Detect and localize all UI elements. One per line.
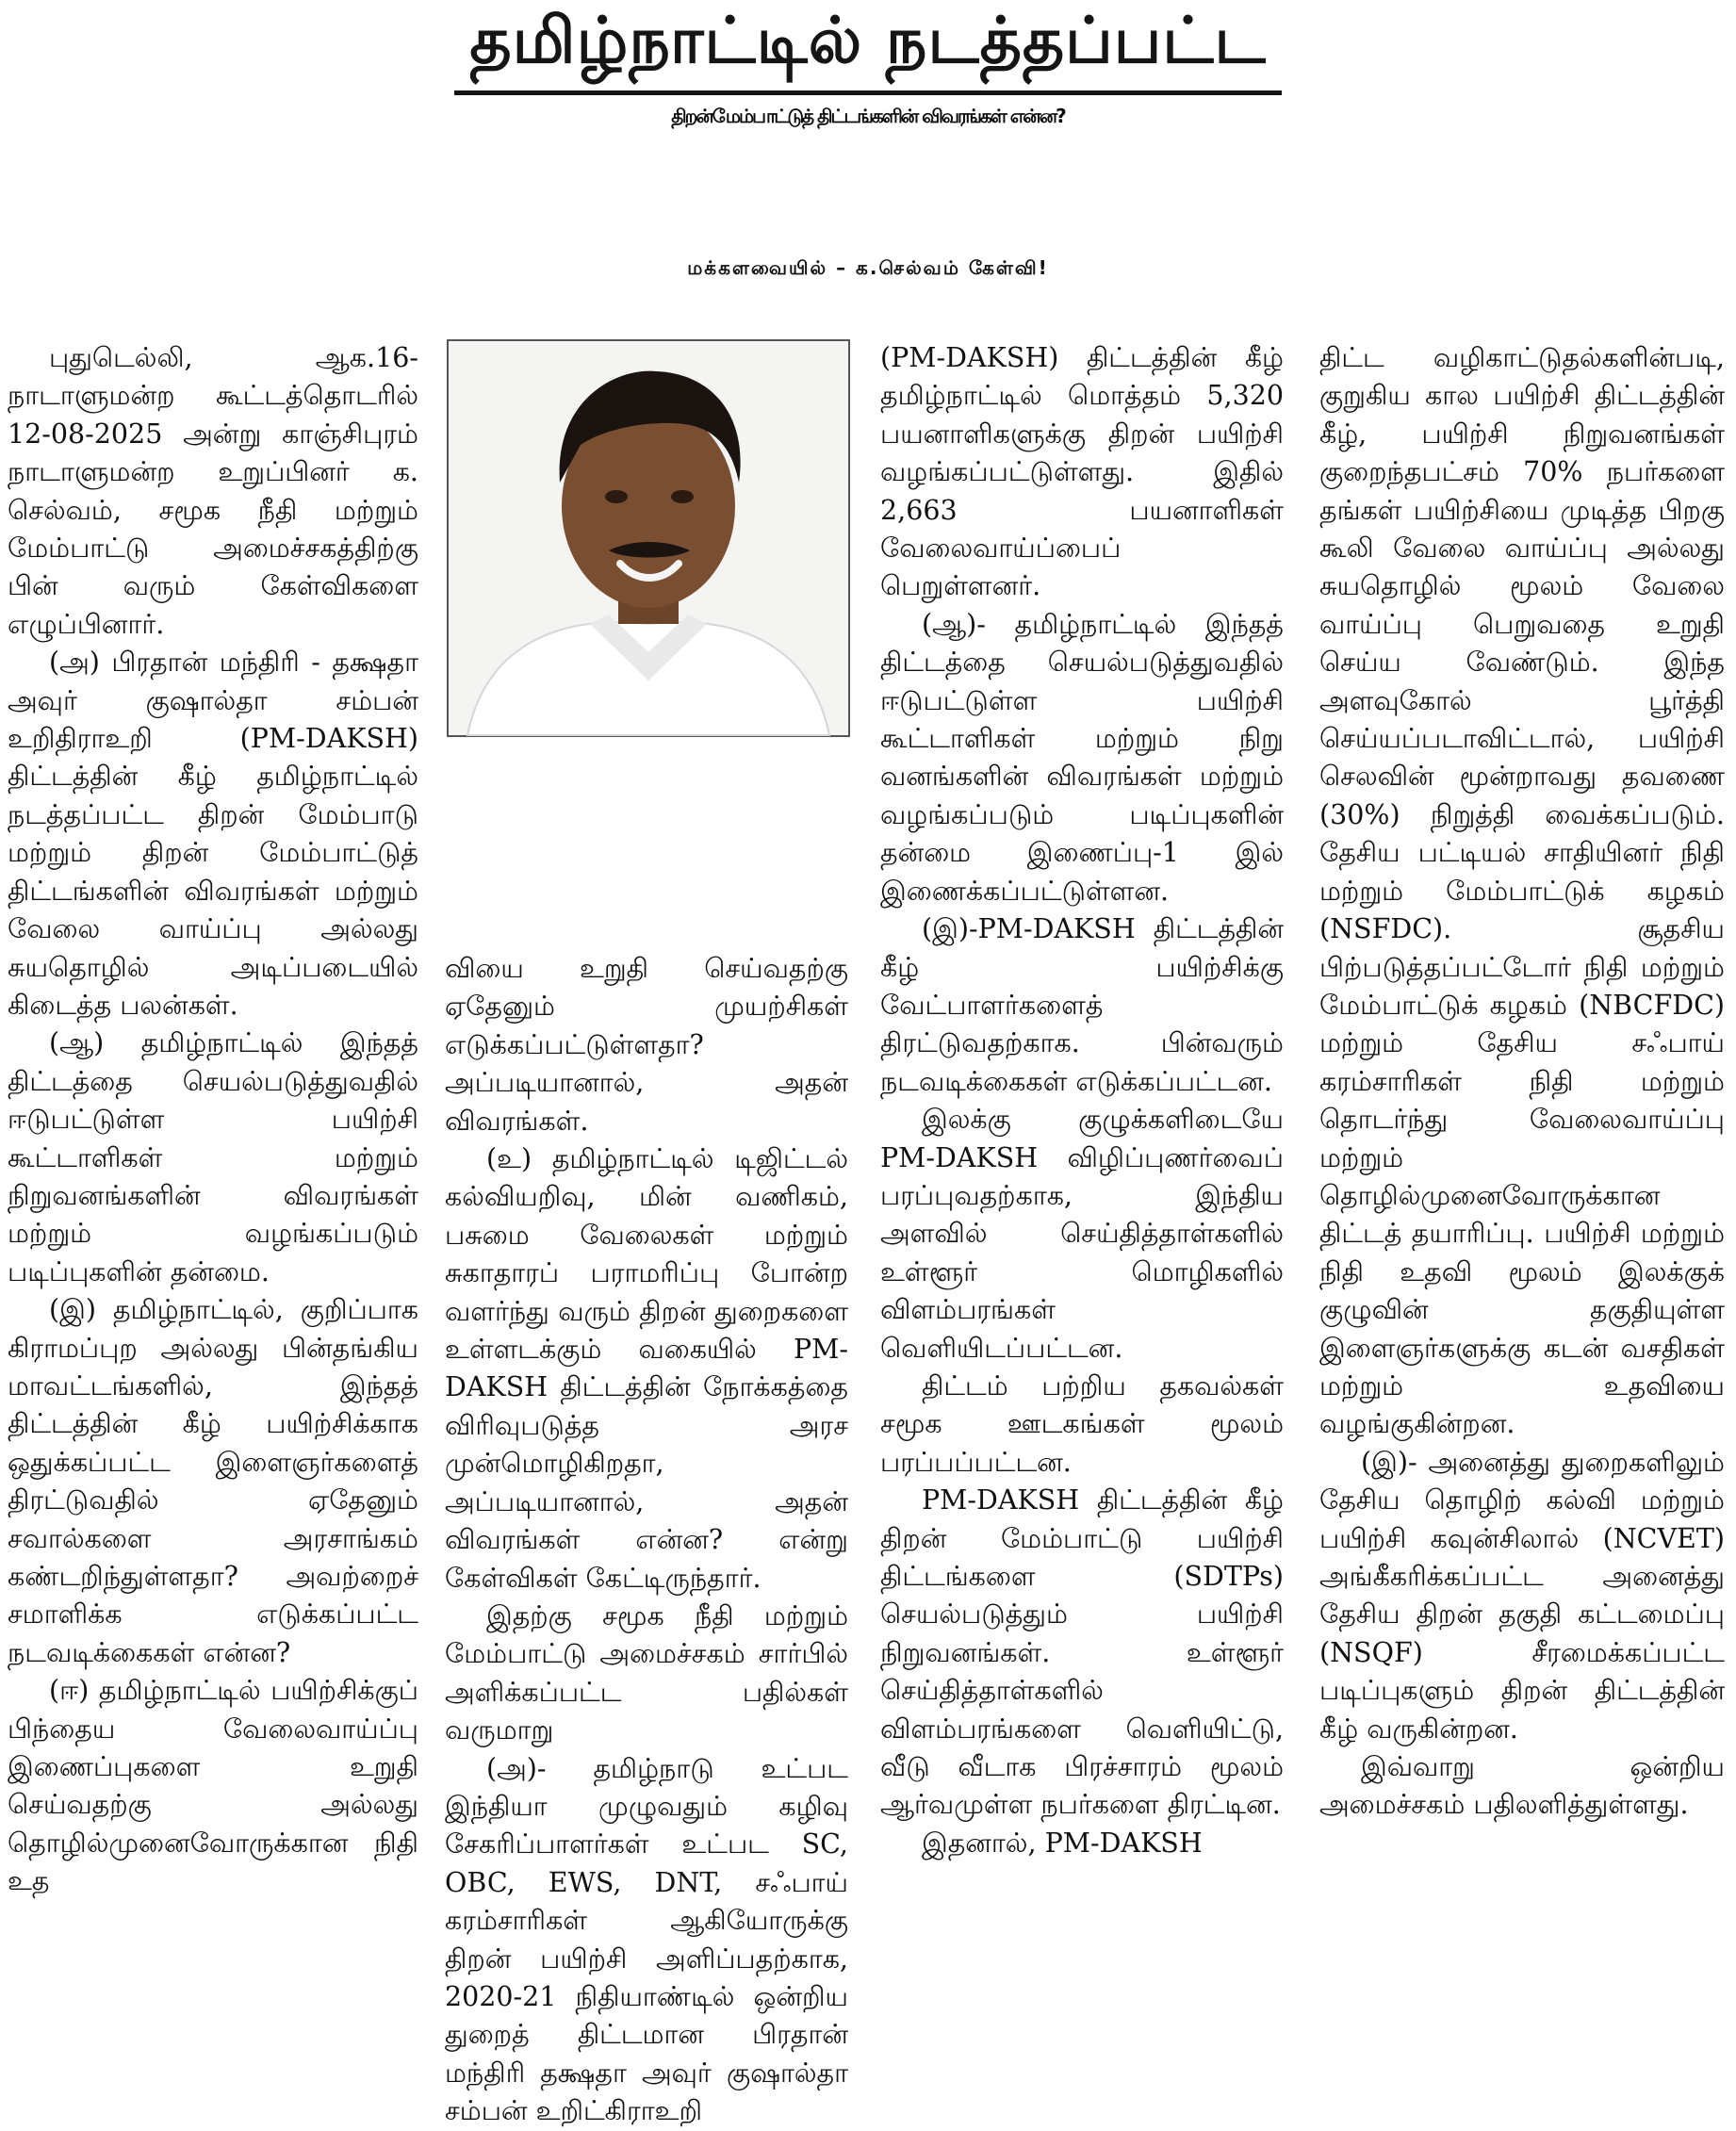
article-column-4 (1319, 339, 1725, 2106)
paragraph: இதனால், PM-DAKSH (922, 1827, 1203, 1859)
kicker-headline: தமிழ்நாட்டில் நடத்தப்பட்ட (454, 4, 1281, 95)
portrait-photo (447, 339, 850, 737)
article-column-3 (880, 339, 1284, 2106)
kicker-headline-wrap (0, 4, 1736, 95)
paragraph: (PM-DAKSH) திட்டத்தின் கீழ் தமிழ்நாட்டில் மொத்தம் 5,320 பயனாளிகளுக்கு திறன் பயிற்சி வழங்கப்பட்டுள்ளது. இதில் 2,663 பயனாளிகள் வேலைவாய்ப்பைப் பெறுள்ளனர். (880, 342, 1284, 602)
main-headline: திறன்மேம்பாட்டுத் திட்டங்களின் விவரங்கள் என்ன? (671, 105, 1065, 127)
paragraph: (ஆ)- தமிழ்நாட்டில் இந்தத் திட்டத்தை செயல்படுத்துவதில் ஈடுபட்டுள்ள பயிற்சி கூட்டாளிகள் மற்றும் நிறு வனங்களின் விவரங்கள் மற்றும் வழங்கப்படும் படிப்புகளின் தன்மை இணைப்பு-1 இல் இணைக்கப்பட்டுள்ளன. (880, 608, 1284, 907)
article-column-2 (445, 950, 848, 2127)
paragraph: திட்ட வழிகாட்டுதல்களின்படி, குறுகிய கால பயிற்சி திட்டத்தின் கீழ், பயிற்சி நிறுவனங்கள் குறைந்தபட்சம் 70% நபர்களை தங்கள் பயிற்சியை முடித்த பிறகு கூலி வேலை வாய்ப்பு அல்லது சுயதொழில் மூலம் வேலை வாய்ப்பு பெறுவதை உறுதி செய்ய வேண்டும். இந்த அளவுகோல் பூர்த்தி செய்யப்படாவிட்டால், பயிற்சி செலவின் மூன்றாவது தவணை (30%) நிறுத்தி வைக்கப்படும். தேசிய பட்டியல் சாதியினர் நிதி மற்றும் மேம்பாட்டுக் கழகம் (NSFDC). சூதசிய பிற்படுத்தப்பட்டோர் நிதி மற்றும் மேம்பாட்டுக் கழகம் (NBCFDC) மற்றும் தேசிய சஃபாய் கரம்சாரிகள் நிதி மற்றும் தொடர்ந்து வேலைவாய்ப்பு மற்றும் தொழில்முனைவோருக்கான திட்டத் தயாரிப்பு. பயிற்சி மற்றும் நிதி உதவி மூலம் இலக்குக் குழுவின் தகுதியுள்ள இளைஞர்களுக்கு கடன் வசதிகள் மற்றும் உதவியை வழங்குகின்றன. (1319, 342, 1725, 1440)
paragraph: (அ) பிரதான் மந்திரி - தக்ஷதா அவுர் குஷால்தா சம்பன் உறிதிராஉறி (PM-DAKSH) திட்டத்தின் கீழ் தமிழ்நாட்டில் நடத்தப்பட்ட திறன் மேம்பாடு மற்றும் திறன் மேம்பாட்டுத் திட்டங்களின் விவரங்கள் மற்றும் வேலை வாய்ப்பு அல்லது சுயதொழில் அடிப்படையில் கிடைத்த பலன்கள். (8, 647, 418, 1021)
paragraph: (இ) தமிழ்நாட்டில், குறிப்பாக கிராமப்புற அல்லது பின்தங்கிய மாவட்டங்களில், இந்தத் திட்டத்தின் கீழ் பயிற்சிக்காக ஒதுக்கப்பட்ட இளைஞர்களைத் திரட்டுவதில் ஏதேனும் சவால்களை அரசாங்கம் கண்டறிந்துள்ளதா? அவற்றைச் சமாளிக்க எடுக்கப்பட்ட நடவடிக்கைகள் என்ன? (8, 1294, 418, 1668)
paragraph: (அ)- தமிழ்நாடு உட்பட இந்தியா முழுவதும் கழிவு சேகரிப்பாளர்கள் உட்பட SC, OBC, EWS, DNT, சஃபாய் கரம்சாரிகள் ஆகியோருக்கு திறன் பயிற்சி அளிப்பதற்காக, 2020-21 நிதியாண்டில் ஒன்றிய துறைத் திட்டமான பிரதான் மந்திரி தக்ஷதா அவுர் குஷால்தா சம்பன் உறிட்கிராஉறி (445, 1752, 848, 2127)
person-portrait-icon (449, 341, 848, 735)
paragraph: இவ்வாறு ஒன்றிய அமைச்சகம் பதிலளித்துள்ளது. (1319, 1751, 1725, 1821)
paragraph: இலக்கு குழுக்களிடையே PM-DAKSH விழிப்புணர்வைப் பரப்புவதற்காக, இந்திய அளவில் செய்தித்தாள்களில் உள்ளூர் மொழிகளில் விளம்பரங்கள் வெளியிடப்பட்டன. (880, 1104, 1284, 1364)
paragraph: PM-DAKSH திட்டத்தின் கீழ் திறன் மேம்பாட்டு பயிற்சி திட்டங்களை (SDTPs) செயல்படுத்தும் பயிற்சி நிறுவனங்கள். உள்ளூர் செய்தித்தாள்களில் விளம்பரங்களை வெளியிட்டு, வீடு வீடாக பிரச்சாரம் மூலம் ஆர்வமுள்ள நபர்களை திரட்டின. (880, 1484, 1284, 1821)
paragraph: (இ)- அனைத்து துறைகளிலும் தேசிய தொழிற் கல்வி மற்றும் பயிற்சி கவுன்சிலால் (NCVET) அங்கீகரிக்கப்பட்ட அனைத்து தேசிய திறன் தகுதி கட்டமைப்பு (NSQF) சீரமைக்கப்பட்ட படிப்புகளும் திறன் திட்டத்தின் கீழ் வருகின்றன. (1319, 1446, 1725, 1745)
paragraph: புதுடெல்லி, ஆக.16- நாடாளுமன்ற கூட்டத்தொடரில் 12-08-2025 அன்று காஞ்சிபுரம் நாடாளுமன்ற உறுப்பினர் க. செல்வம், சமூக நீதி மற்றும் மேம்பாட்டு அமைச்சகத்திற்கு பின் வரும் கேள்விகளை எழுப்பினார். (8, 342, 418, 640)
paragraph: (உ) தமிழ்நாட்டில் டிஜிட்டல் கல்வியறிவு, மின் வணிகம், பசுமை வேலைகள் மற்றும் சுகாதாரப் பராமரிப்பு போன்ற வளர்ந்து வரும் திறன் துறைகளை உள்ளடக்கும் வகையில் PM-DAKSH திட்டத்தின் நோக்கத்தை விரிவுபடுத்த அரச முன்மொழிகிறதா, அப்படியானால், அதன் விவரங்கள் என்ன? என்று கேள்விகள் கேட்டிருந்தார். (445, 1143, 848, 1594)
sub-headline: மக்களவையில் – க.செல்வம் கேள்வி! (687, 256, 1049, 279)
paragraph: (ஈ) தமிழ்நாட்டில் பயிற்சிக்குப் பிந்தைய வேலைவாய்ப்பு இணைப்புகளை உறுதி செய்வதற்கு அல்லது தொழில்முனைவோருக்கான நிதி உத (8, 1675, 418, 1897)
paragraph: (ஆ) தமிழ்நாட்டில் இந்தத் திட்டத்தை செயல்படுத்துவதில் ஈடுபட்டுள்ள பயிற்சி கூட்டாளிகள் மற்றும் நிறுவனங்களின் விவரங்கள் மற்றும் வழங்கப்படும் படிப்புகளின் தன்மை. (8, 1027, 418, 1287)
article-column-1 (8, 339, 418, 2106)
paragraph: (இ)-PM-DAKSH திட்டத்தின் கீழ் பயிற்சிக்கு வேட்பாளர்களைத் திரட்டுவதற்காக. பின்வரும் நடவடிக்கைகள் எடுக்கப்பட்டன. (880, 913, 1284, 1097)
paragraph: இதற்கு சமூக நீதி மற்றும் மேம்பாட்டு அமைச்சகம் சார்பில் அளிக்கப்பட்ட பதில்கள் வருமாறு (445, 1599, 848, 1746)
paragraph: திட்டம் பற்றிய தகவல்கள் சமூக ஊடகங்கள் மூலம் பரப்பப்பட்டன. (880, 1369, 1284, 1478)
paragraph: வியை உறுதி செய்வதற்கு ஏதேனும் முயற்சிகள் எடுக்கப்பட்டுள்ளதா? அப்படியானால், அதன் விவரங்கள். (445, 953, 848, 1137)
